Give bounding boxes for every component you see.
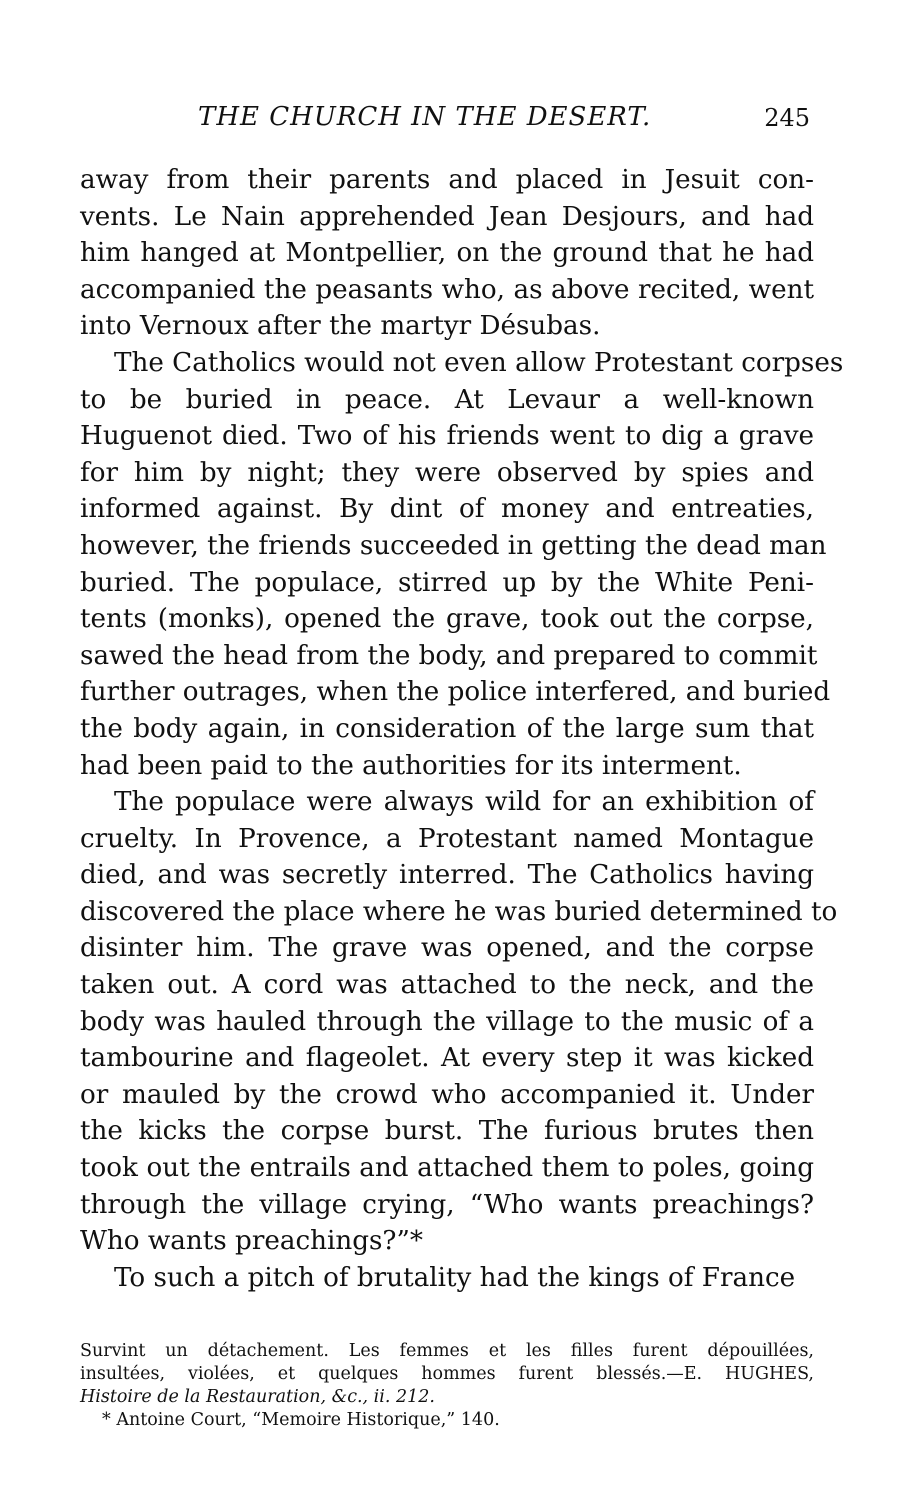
text-line: buried. The populace, stirred up by the White Peni- <box>80 567 814 598</box>
running-title: THE CHURCH IN THE DESERT. <box>198 102 652 132</box>
text-line: had been paid to the authorities for its interment. <box>80 750 742 781</box>
text-line: cruelty. In Provence, a Protestant named Montague <box>80 823 814 854</box>
text-line: To such a pitch of brutality had the kings of France <box>114 1262 796 1293</box>
running-head <box>80 102 820 138</box>
footnote-asterisk: * Antoine Court, “Memoire Historique,” 140. <box>102 1410 500 1430</box>
page-number: 245 <box>764 104 810 132</box>
text-line: for him by night; they were observed by spies and <box>80 457 814 488</box>
text-line: disinter him. The grave was opened, and the corpse <box>80 933 814 964</box>
text-line: through the village crying, “Who wants preachings? <box>80 1189 814 1220</box>
text-line: body was hauled through the village to the music of a <box>80 1006 814 1037</box>
text-line: sawed the head from the body, and prepared to commit <box>80 640 818 671</box>
text-line: him hanged at Montpellier, on the ground that he had <box>80 238 814 269</box>
text-line: tents (monks), opened the grave, took out the corpse, <box>80 604 814 635</box>
text-line: or mauled by the crowd who accompanied it. Under <box>80 1079 814 1110</box>
text-line: informed against. By dint of money and entreaties, <box>80 494 814 525</box>
footnotes <box>80 1340 814 1432</box>
text-line: the body again, in consideration of the large sum that <box>80 713 814 744</box>
text-line: died, and was secretly interred. The Catholics having <box>80 860 814 891</box>
text-line: to be buried in peace. At Levaur a well-known <box>80 384 814 415</box>
text-line: The Catholics would not even allow Protestant corpses <box>114 347 844 378</box>
text-line: away from their parents and placed in Jesuit con- <box>80 165 814 195</box>
text-line: into Vernoux after the martyr Désubas. <box>80 311 601 342</box>
footnote-citation: Histoire de la Restauration, &c., ii. 212. <box>80 1387 435 1407</box>
text-line: Huguenot died. Two of his friends went to dig a grave <box>80 421 814 452</box>
text-line: taken out. A cord was attached to the neck, and the <box>80 970 814 1001</box>
body-text <box>80 162 844 1296</box>
text-line: accompanied the peasants who, as above recited, went <box>80 274 814 305</box>
text-line: vents. Le Nain apprehended Jean Desjours, and had <box>80 201 814 232</box>
text-line: the kicks the corpse burst. The furious brutes then <box>80 1116 814 1147</box>
footnote-line: Survint un détachement. Les femmes et les filles furent dépouillées, <box>80 1341 814 1361</box>
text-line: further outrages, when the police interfered, and buried <box>80 677 831 708</box>
text-line: however, the friends succeeded in getting the dead man <box>80 530 827 561</box>
text-line: discovered the place where he was buried determined to <box>80 896 838 927</box>
text-line: The populace were always wild for an exhibition of <box>114 787 814 818</box>
text-line: Who wants preachings?”* <box>80 1226 423 1257</box>
text-line: tambourine and flageolet. At every step it was kicked <box>80 1043 814 1074</box>
footnote-line: insultées, violées, et quelques hommes furent blessés.—E. HUGHES, <box>80 1364 814 1384</box>
text-line: took out the entrails and attached them to poles, going <box>80 1153 814 1184</box>
